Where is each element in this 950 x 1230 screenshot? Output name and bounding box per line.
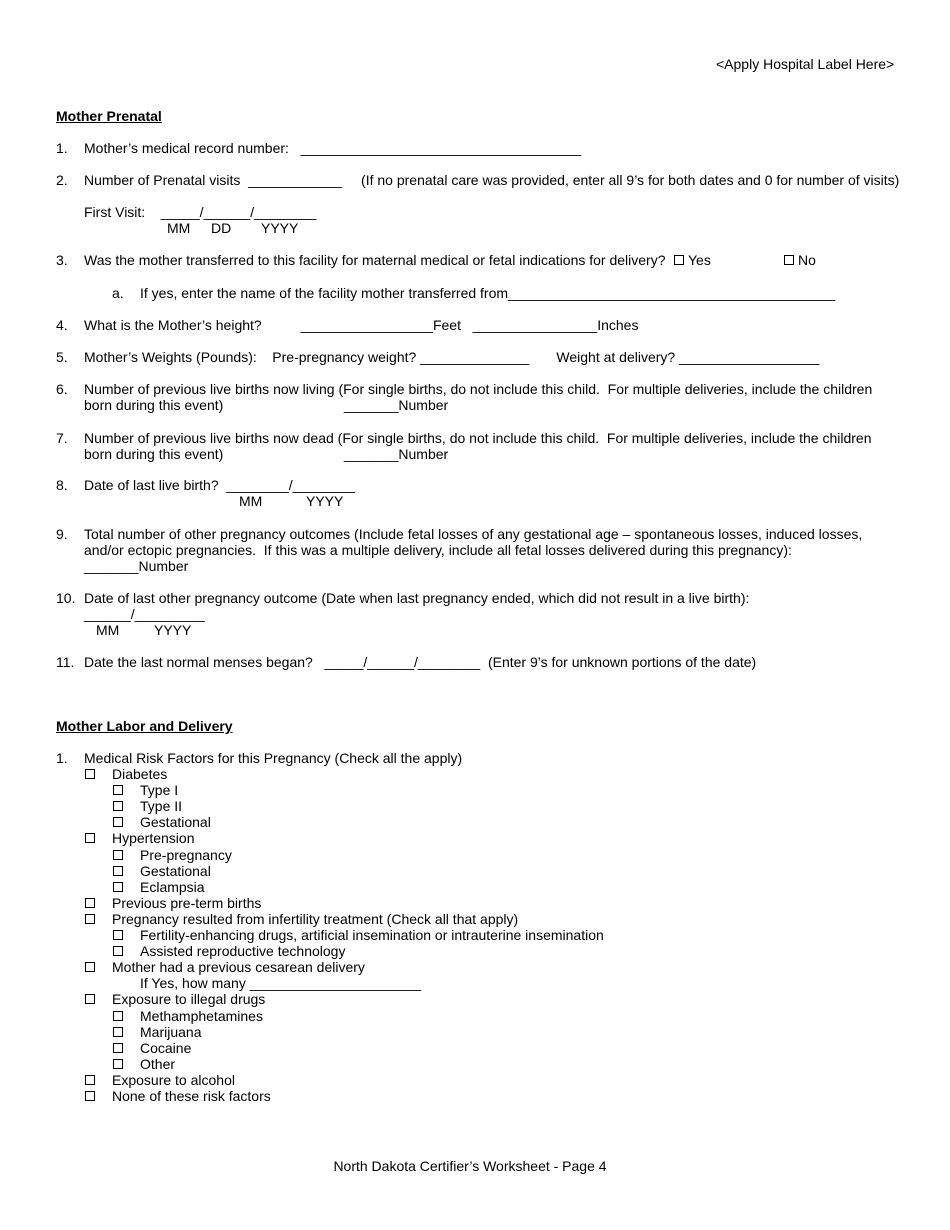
risk-factor-label: Eclampsia [140,879,205,895]
risk-factor-checkbox[interactable] [113,850,123,860]
question-number: 10. [56,590,76,606]
births-dead-question-line2: born during this event) _______Number [84,446,449,462]
date-caption-yyyy: YYYY [154,622,192,638]
risk-factor-checkbox[interactable] [113,866,123,876]
question-number: 3. [56,252,68,268]
risk-factor-checkbox[interactable] [85,833,95,843]
risk-factor-label: Pregnancy resulted from infertility treatment (Check all that apply) [112,911,519,927]
section-heading-prenatal: Mother Prenatal [56,108,162,124]
births-dead-question-line1: Number of previous live births now dead (For single births, do not include this child. For multiple deliveries, include the children [84,430,872,446]
risk-factor-label: Pre-pregnancy [140,847,232,863]
transfer-facility-question: If yes, enter the name of the facility mother transferred from__________________________________________ [140,285,836,301]
risk-factor-checkbox[interactable] [113,930,123,940]
date-caption-yyyy: YYYY [261,220,299,236]
risk-factors-question: Medical Risk Factors for this Pregnancy (Check all the apply) [84,750,463,766]
risk-factor-label: Diabetes [112,766,168,782]
risk-factor-checkbox[interactable] [113,1027,123,1037]
date-caption-yyyy: YYYY [306,493,344,509]
question-number: 2. [56,172,68,188]
last-other-outcome-question: Date of last other pregnancy outcome (Date when last pregnancy ended, which did not result in a live birth): [84,590,750,606]
births-living-question-line1: Number of previous live births now living (For single births, do not include this child. For multiple deliveries, include the children [84,381,873,397]
transfer-no-checkbox[interactable] [784,255,794,265]
question-number: 8. [56,477,68,493]
risk-factor-checkbox[interactable] [85,914,95,924]
question-number: 5. [56,349,68,365]
risk-factor-label: Type II [140,798,183,814]
risk-factor-label: Cocaine [140,1040,192,1056]
risk-factor-checkbox[interactable] [113,801,123,811]
last-other-outcome-date: ______/_________ [84,606,205,622]
section-heading-labor: Mother Labor and Delivery [56,718,233,734]
risk-factor-label: Mother had a previous cesarean delivery [112,959,365,975]
risk-factor-checkbox[interactable] [113,946,123,956]
risk-factor-label: None of these risk factors [112,1088,271,1104]
transfer-yes-label: Yes [688,252,711,268]
subquestion-letter: a. [112,285,124,301]
medical-record-question: Mother’s medical record number: ____________________________________ [84,140,581,156]
risk-factor-label: Type I [140,782,179,798]
risk-factor-checkbox[interactable] [85,1091,95,1101]
risk-factor-checkbox[interactable] [85,898,95,908]
prenatal-visits-question: Number of Prenatal visits ____________ (If no prenatal care was provided, enter all 9’s for both dates and 0 for number of visits) [84,172,900,188]
question-number: 11. [56,654,75,670]
question-number: 1. [56,750,68,766]
risk-factor-label: Marijuana [140,1024,202,1040]
question-number: 1. [56,140,68,156]
first-visit-date: First Visit: _____/______/________ [84,204,317,220]
page-footer: North Dakota Certifier’s Worksheet - Page 4 [333,1158,607,1174]
risk-factor-checkbox[interactable] [113,882,123,892]
question-number: 7. [56,430,68,446]
risk-factor-label: Exposure to alcohol [112,1072,235,1088]
other-outcomes-question-line2: and/or ectopic pregnancies. If this was a multiple delivery, include all fetal losses delivered during this pregnancy): [84,542,792,558]
risk-factor-label: Hypertension [112,830,195,846]
births-living-question-line2: born during this event) _______Number [84,397,449,413]
risk-factor-checkbox[interactable] [113,1011,123,1021]
transfer-no-label: No [798,252,816,268]
question-number: 9. [56,526,68,542]
transfer-question: Was the mother transferred to this facility for maternal medical or fetal indications for delivery? [84,252,666,268]
height-question: What is the Mother’s height? _________________Feet ________________Inches [84,317,639,333]
transfer-yes-checkbox[interactable] [674,255,684,265]
risk-factor-label: Fertility-enhancing drugs, artificial insemination or intrauterine insemination [140,927,604,943]
date-caption-dd: DD [211,220,232,236]
risk-factor-checkbox[interactable] [85,994,95,1004]
risk-factor-checkbox[interactable] [113,785,123,795]
last-live-birth-question: Date of last live birth? ________/________ [84,477,355,493]
risk-factor-checkbox[interactable] [85,1075,95,1085]
risk-factor-label: Gestational [140,814,211,830]
risk-factor-label: If Yes, how many ______________________ [140,975,422,991]
menses-question: Date the last normal menses began? _____/______/________ (Enter 9’s for unknown portions of the date) [84,654,757,670]
weights-question: Mother’s Weights (Pounds): Pre-pregnancy weight? ______________ Weight at delivery? __________________ [84,349,820,365]
risk-factor-checkbox[interactable] [85,769,95,779]
date-caption-mm: MM [167,220,191,236]
other-outcomes-question-line1: Total number of other pregnancy outcomes (Include fetal losses of any gestational age – spontaneous losses, induced losses, [84,526,863,542]
risk-factor-checkbox[interactable] [113,1043,123,1053]
hospital-label-placeholder: <Apply Hospital Label Here> [716,56,895,72]
date-caption-mm: MM [239,493,263,509]
risk-factor-checkbox[interactable] [113,817,123,827]
risk-factor-checkbox[interactable] [113,1059,123,1069]
risk-factor-label: Gestational [140,863,211,879]
date-caption-mm: MM [96,622,120,638]
risk-factor-label: Other [140,1056,176,1072]
risk-factor-label: Previous pre-term births [112,895,262,911]
risk-factor-checkbox[interactable] [85,962,95,972]
risk-factor-label: Assisted reproductive technology [140,943,346,959]
other-outcomes-question-line3: _______Number [84,558,189,574]
risk-factor-label: Exposure to illegal drugs [112,991,266,1007]
risk-factor-label: Methamphetamines [140,1008,263,1024]
question-number: 6. [56,381,68,397]
question-number: 4. [56,317,68,333]
